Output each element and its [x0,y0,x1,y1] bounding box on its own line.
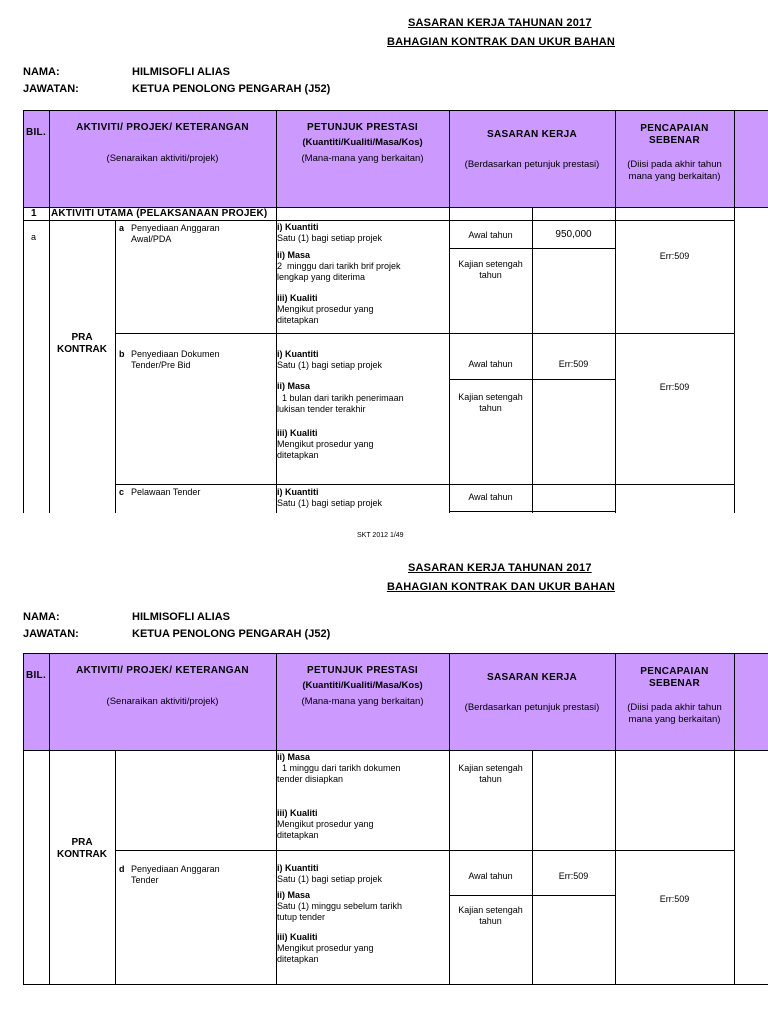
header-pencapaian-sub1-p2: (Diisi pada akhir tahun [627,702,722,713]
item-b-name-1: Penyediaan Dokumen [131,349,220,359]
item-a-pencapaian: Err:509 [659,251,690,261]
header-bil-p2: BIL. [25,670,47,681]
group-kontrak: KONTRAK [57,344,107,355]
header-petunjuk-sub2-p2: (Mana-mana yang berkaitan) [301,696,424,707]
item-b-kuantiti-heading: i) Kuantiti [277,349,319,359]
item-b-kajian-2: tahun [479,403,502,413]
item-c-masa-2: tender disiapkan [277,774,344,784]
department-title-p2: BAHAGIAN KONTRAK DAN UKUR BAHAN [387,581,616,593]
jawatan-label: JAWATAN: [23,83,79,95]
header-petunjuk-sub2: (Mana-mana yang berkaitan) [301,153,424,164]
item-d-masa-heading: ii) Masa [277,890,311,900]
item-d-kuantiti-heading: i) Kuantiti [277,863,319,873]
group-kontrak-p2: KONTRAK [57,849,107,860]
item-c-letter: c [119,487,125,497]
item-a-masa-heading: ii) Masa [277,250,311,260]
header-aktiviti-sub: (Senaraikan aktiviti/projek) [106,153,219,164]
item-d-letter: d [119,864,125,874]
item-d-masa-1: Satu (1) minggu sebelum tarikh [277,901,403,911]
header-petunjuk: PETUNJUK PRESTASI [306,122,419,133]
item-b-masa-heading: ii) Masa [277,381,311,391]
item-a-kualiti-heading: iii) Kualiti [277,293,318,303]
item-c-masa-heading: ii) Masa [277,752,311,762]
header-sasaran-sub: (Berdasarkan petunjuk prestasi) [464,159,600,170]
item-d-awal-label: Awal tahun [468,871,513,881]
document-title-p2: SASARAN KERJA TAHUNAN 2017 [408,562,592,574]
header-pencapaian-sub2: mana yang berkaitan) [628,171,721,182]
jawatan-value: KETUA PENOLONG PENGARAH (J52) [132,83,331,95]
document-title: SASARAN KERJA TAHUNAN 2017 [408,17,592,29]
item-b-masa-2: lukisan tender terakhir [277,404,366,414]
nama-label: NAMA: [23,66,60,78]
nama-label-p2: NAMA: [23,611,60,623]
item-a-awal-label: Awal tahun [468,230,513,240]
section-label: AKTIVITI UTAMA (PELAKSANAAN PROJEK) [51,208,268,219]
header-sasaran-sub-p2: (Berdasarkan petunjuk prestasi) [464,702,600,713]
header-aktiviti-p2: AKTIVITI/ PROJEK/ KETERANGAN [76,665,249,676]
skt-table [23,110,768,513]
jawatan-label-p2: JAWATAN: [23,628,79,640]
item-a-masa-1: 2 minggu dari tarikh brif projek [277,261,401,271]
item-b-kuantiti: Satu (1) bagi setiap projek [277,360,383,370]
item-b-masa-1: 1 bulan dari tarikh penerimaan [277,393,404,403]
item-c-kuantiti: Satu (1) bagi setiap projek [277,498,383,508]
item-c-awal-label: Awal tahun [468,492,513,502]
item-d-kualiti-1: Mengikut prosedur yang [277,943,374,953]
item-a-kuantiti-heading: i) Kuantiti [277,222,319,232]
group-letter: a [31,232,37,242]
item-d-masa-2: tutup tender [277,912,326,922]
item-a-kuantiti: Satu (1) bagi setiap projek [277,233,383,243]
item-d-pencapaian: Err:509 [659,894,690,904]
header-aktiviti: AKTIVITI/ PROJEK/ KETERANGAN [76,122,249,133]
item-c-kualiti-2: ditetapkan [277,830,319,840]
item-b-awal-label: Awal tahun [468,359,513,369]
item-d-kajian-2: tahun [479,916,502,926]
page-2 [0,545,768,1024]
header-pencapaian-1: PENCAPAIAN [640,123,709,134]
item-d-awal-value: Err:509 [558,871,589,881]
item-c-kajian-2: tahun [479,774,502,784]
item-a-kajian-1: Kajian setengah [458,259,523,269]
item-b-name-2: Tender/Pre Bid [131,360,191,370]
page-footer: SKT 2012 1/49 [357,532,404,539]
item-b-awal-value: Err:509 [558,359,589,369]
header-aktiviti-sub-p2: (Senaraikan aktiviti/projek) [106,696,219,707]
item-d-name-1: Penyediaan Anggaran [131,864,220,874]
item-b-pencapaian: Err:509 [659,382,690,392]
header-sasaran-p2: SASARAN KERJA [486,672,578,683]
item-d-kajian-1: Kajian setengah [458,905,523,915]
item-c-kuantiti-heading: i) Kuantiti [277,487,319,497]
header-pencapaian-sub1: (Diisi pada akhir tahun [627,159,722,170]
item-c-masa-1: 1 minggu dari tarikh dokumen [277,763,401,773]
header-sasaran: SASARAN KERJA [486,129,578,140]
item-a-kualiti-2: ditetapkan [277,315,319,325]
section-number: 1 [31,208,37,219]
item-b-kajian-1: Kajian setengah [458,392,523,402]
item-a-masa-2: lengkap yang diterima [277,272,366,282]
item-c-name-1: Pelawaan Tender [131,487,201,497]
header-pencapaian-1-p2: PENCAPAIAN [640,666,709,677]
department-title: BAHAGIAN KONTRAK DAN UKUR BAHAN [387,36,616,48]
item-c-kualiti-heading: iii) Kualiti [277,808,318,818]
nama-value-p2: HILMISOFLI ALIAS [132,611,230,623]
header-pencapaian-2-p2: SEBENAR [649,678,700,689]
item-c-kualiti-1: Mengikut prosedur yang [277,819,374,829]
item-b-letter: b [119,349,125,359]
item-a-kajian-2: tahun [479,270,502,280]
header-petunjuk-sub1: (Kuantiti/Kualiti/Masa/Kos) [302,137,423,148]
group-pra: PRA [71,332,93,343]
item-a-kualiti-1: Mengikut prosedur yang [277,304,374,314]
item-d-kualiti-2: ditetapkan [277,954,319,964]
item-a-letter: a [119,223,125,233]
item-c-kajian-1: Kajian setengah [458,763,523,773]
item-d-kuantiti: Satu (1) bagi setiap projek [277,874,383,884]
skt-table-p2 [23,653,768,985]
item-b-kualiti-1: Mengikut prosedur yang [277,439,374,449]
jawatan-value-p2: KETUA PENOLONG PENGARAH (J52) [132,628,331,640]
item-d-name-2: Tender [131,875,159,885]
item-b-kualiti-heading: iii) Kualiti [277,428,318,438]
header-petunjuk-p2: PETUNJUK PRESTASI [306,665,419,676]
item-a-name-1: Penyediaan Anggaran [131,223,220,233]
header-pencapaian-sub2-p2: mana yang berkaitan) [628,714,721,725]
item-a-awal-value: 950,000 [555,229,592,240]
group-pra-p2: PRA [71,837,93,848]
header-petunjuk-sub1-p2: (Kuantiti/Kualiti/Masa/Kos) [302,680,423,691]
header-bil: BIL. [25,127,47,138]
header-pencapaian-2: SEBENAR [649,135,700,146]
item-b-kualiti-2: ditetapkan [277,450,319,460]
item-a-name-2: Awal/PDA [131,234,172,244]
item-d-kualiti-heading: iii) Kualiti [277,932,318,942]
nama-value: HILMISOFLI ALIAS [132,66,230,78]
